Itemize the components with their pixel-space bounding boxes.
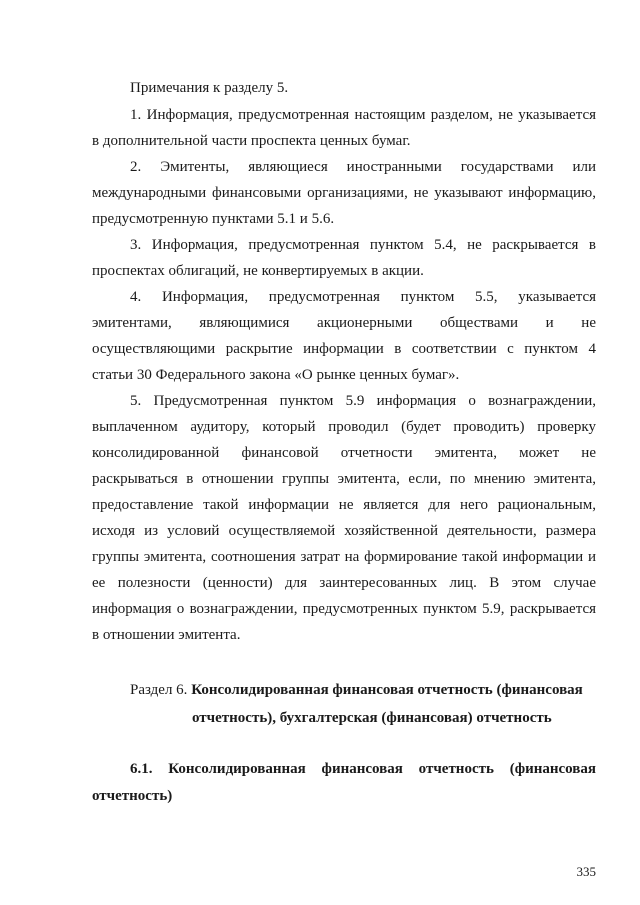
section-6-title-line1: Консолидированная финансовая отчетность (финансовая [191, 682, 583, 698]
note-3: 3. Информация, предусмотренная пунктом 5.4, не раскрывается в проспектах облигаций, не конвертируемых в акции. [92, 237, 596, 279]
page-number: 335 [576, 864, 596, 879]
note-5: 5. Предусмотренная пунктом 5.9 информация о вознаграждении, выплаченном аудитору, который проводил (будет проводить) проверку консолидированной финансовой отчетности эмитента, может не раскрываться в отношении группы эмитента, если, по мнению эмитента, предоставление такой информации не является для него рациональным, исходя из условий осуществляемой хозяйственной деятельности, размера группы эмитента, соотношения затрат на формирование такой информации и ее полезности (ценности) для заинтересованных лиц. В этом случае информация о вознаграждении, предусмотренных пунктом 5.9, раскрывается в отношении эмитента. [92, 393, 596, 643]
note-1: 1. Информация, предусмотренная настоящим разделом, не указывается в дополнительной части проспекта ценных бумаг. [92, 107, 596, 149]
subsection-6-1-heading: 6.1. Консолидированная финансовая отчетность (финансовая отчетность) [92, 761, 596, 804]
notes-title: Примечания к разделу 5. [130, 80, 289, 96]
section-6-title-line2: отчетность), бухгалтерская (финансовая) отчетность [192, 710, 552, 726]
section-6-heading [130, 676, 596, 732]
note-2: 2. Эмитенты, являющиеся иностранными государствами или международными финансовыми организациями, не указывают информацию, предусмотренную пунктами 5.1 и 5.6. [92, 159, 596, 227]
note-4: 4. Информация, предусмотренная пунктом 5.5, указывается эмитентами, являющимися акционерными обществами и не осуществляющими раскрытие информации в соответствии с пунктом 4 статьи 30 Федерального закона «О рынке ценных бумаг». [92, 289, 596, 383]
section-6-prefix: Раздел 6. [130, 682, 188, 698]
